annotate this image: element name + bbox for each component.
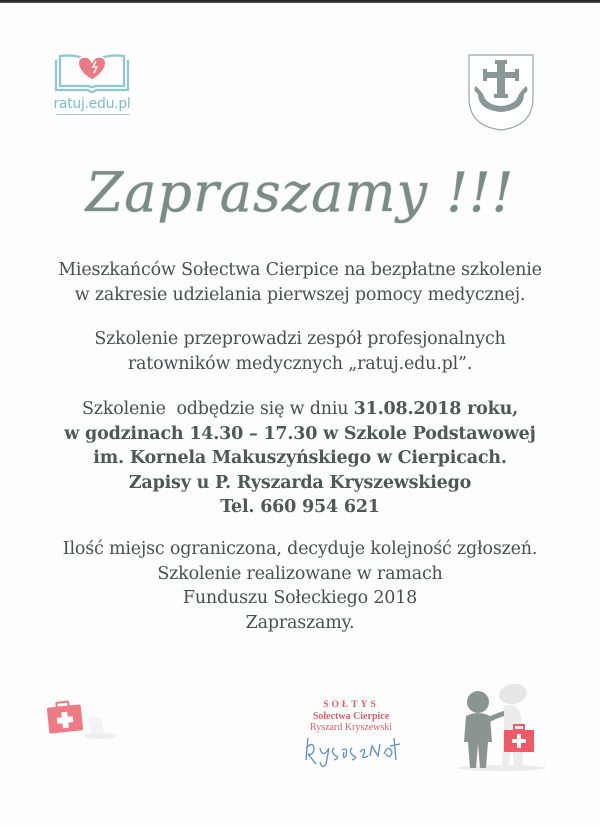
first-aid-kit-icon — [44, 698, 124, 748]
event-time-location: w godzinach 14.30 – 17.30 w Szkole Podstawowej — [64, 423, 536, 444]
ratuj-edu-pl-logo — [52, 46, 132, 118]
closing-paragraph — [0, 537, 600, 635]
date-prefix: Szkolenie odbędzie się w dniu — [82, 399, 354, 419]
event-school-name: im. Kornela Makuszyńskiego w Cierpicach. — [93, 448, 507, 468]
invitation-paragraph — [0, 258, 600, 307]
figures-with-first-aid-kit-icon — [448, 672, 558, 772]
phone-number: Tel. 660 954 621 — [220, 497, 380, 517]
text-line: Zapraszamy. — [245, 612, 355, 633]
book-heart-icon — [52, 46, 132, 98]
signature-icon — [300, 730, 410, 770]
organizer-paragraph — [0, 327, 600, 376]
text-line: Ilość miejsc ograniczona, decyduje kolejność zgłoszeń. — [62, 539, 538, 559]
text-line: w zakresie udzielania pierwszej pomocy medycznej. — [74, 284, 526, 305]
scan-top-edge — [0, 0, 600, 3]
stamp-name: Ryszard Kryszewski — [309, 722, 393, 733]
text-line: Szkolenie przeprowadzi zespół profesjonalnych — [94, 329, 506, 349]
text-line: ratowników medycznych „ratuj.edu.pl”. — [127, 353, 473, 374]
page-title: Zapraszamy !!! — [85, 161, 515, 224]
event-details-paragraph — [0, 397, 600, 520]
logo-underline — [56, 114, 130, 115]
event-date: 31.08.2018 roku, — [353, 399, 518, 419]
text-line: Funduszu Sołeckiego 2018 — [182, 588, 418, 608]
stamp-office: Sołectwa Cierpice — [312, 711, 390, 722]
registration-contact: Zapisy u P. Ryszarda Kryszewskiego — [128, 472, 472, 493]
logo-text: ratuj.edu.pl — [53, 96, 131, 112]
text-line: Mieszkańców Sołectwa Cierpice na bezpłatne szkolenie — [58, 260, 542, 280]
stamp-title: SOŁTYS — [323, 700, 379, 710]
date-line — [0, 397, 600, 422]
coat-of-arms-icon — [466, 52, 536, 132]
text-line: Szkolenie realizowane w ramach — [157, 563, 443, 584]
